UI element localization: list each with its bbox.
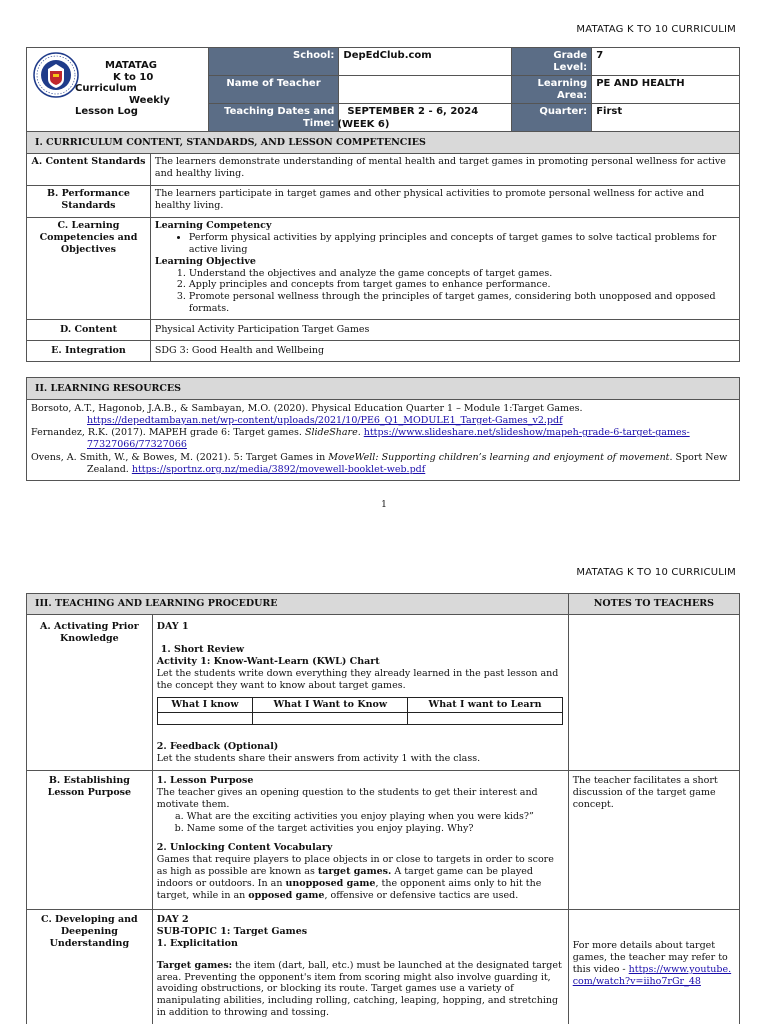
school-label: School: <box>208 48 339 76</box>
reference-text: Fernandez, R.K. (2017). MAPEH grade 6: Target games. <box>31 427 305 439</box>
reference-item <box>31 427 735 451</box>
references-cell <box>27 400 740 481</box>
reference-source: MoveWell: Supporting children’s learning and enjoyment of movement <box>328 451 670 463</box>
dates-value-line: (WEEK 6) <box>337 118 390 130</box>
integration: SDG 3: Good Health and Wellbeing <box>150 341 739 362</box>
area-label-line: Learning <box>537 78 588 89</box>
area-label-line: Area: <box>556 89 588 101</box>
step-text: Let the students share their answers from activity 1 with the class. <box>156 753 481 765</box>
question-item: b. Name some of the target activities you enjoy playing. Why? <box>187 823 564 835</box>
title-line: Curriculum <box>75 83 137 94</box>
subtopic-title: SUB-TOPIC 1: Target Games <box>156 925 308 937</box>
title-line: Lesson Log <box>75 106 138 117</box>
reference-source: SlideShare <box>304 427 358 439</box>
vocabulary-text: Games that require players to place objects in or close to targets in order to score as high as possible are known as target games. A target game can be played indoors or outdoors. In an unopposed game, the opponent aims only to hit the target, while in an opposed game, offensive or defensive tactics are used. <box>156 854 554 901</box>
learning-area-label <box>512 76 592 104</box>
lesson-purpose-cell <box>152 771 568 910</box>
grade-label: Grade Level: <box>512 48 592 76</box>
running-header: MATATAG K TO 10 CURRICULIM <box>576 567 736 578</box>
deped-seal-logo <box>33 52 79 98</box>
objective-item: 1. Understand the objectives and analyze the game concepts of target games. <box>189 268 735 280</box>
video-link[interactable]: https://www.youtube.com/watch?v=iiho7rGr_48 <box>572 963 732 987</box>
title-line: K to 10 <box>113 71 154 83</box>
note-cell: The teacher facilitates a short discussion of the target game concept. <box>568 771 739 910</box>
day-label: DAY 1 <box>156 621 189 632</box>
content-standards: The learners demonstrate understanding of mental health and target games in promoting personal wellness for active and healthy living. <box>150 154 739 186</box>
kwl-header: What I know <box>157 698 252 713</box>
dates-value-line: SEPTEMBER 2 - 6, 2024 <box>347 106 479 117</box>
title-line: MATATAG <box>105 60 157 71</box>
day-label: DAY 2 <box>156 914 189 925</box>
teacher-label: Name of Teacher <box>208 76 339 104</box>
objective-item: 3. Promote personal wellness through the principles of target games, considering both unopposed and opposed formats. <box>189 291 735 315</box>
header-table <box>26 47 740 134</box>
quarter-value: First <box>592 104 740 134</box>
dates-label-line: Time: <box>302 117 335 129</box>
kwl-chart <box>157 697 563 725</box>
row-label: C. Developing and Deepening Understanding <box>27 910 153 1024</box>
grade-value: 7 <box>592 48 740 76</box>
title-block <box>27 48 209 134</box>
reference-text: Borsoto, A.T., Hagonob, J.A.B., & Sambayan, M.O. (2020). Physical Education Quarter 1 – Module 1:Target Games. <box>31 403 583 414</box>
learning-area-value: PE AND HEALTH <box>592 76 740 104</box>
objective-heading: Learning Objective <box>154 255 256 267</box>
activity-title: Activity 1: Know-Want-Learn (KWL) Chart <box>156 655 380 667</box>
row-label: D. Content <box>27 320 151 341</box>
row-label: A. Activating Prior Knowledge <box>27 615 153 771</box>
running-header: MATATAG K TO 10 CURRICULIM <box>576 24 736 35</box>
competency-item: • Perform physical activities by applying principles and concepts of target games to solve tactical problems for active living <box>189 232 735 256</box>
page-number: 1 <box>381 500 387 510</box>
section-procedure <box>26 593 740 1024</box>
reference-link[interactable]: https://www.slideshare.net/slideshow/mapeh-grade-6-target-games-77327066/77327066 <box>87 427 690 451</box>
performance-standards: The learners participate in target games and other physical activities to promote personal wellness for active and healthy living. <box>150 186 739 218</box>
question-item: a. What are the exciting activities you enjoy playing when you were kids?” <box>187 811 564 823</box>
row-label: C. Learning Competencies and Objectives <box>27 218 151 320</box>
reference-item <box>31 452 735 476</box>
row-label: B. Performance Standards <box>27 186 151 218</box>
section-title: II. LEARNING RESOURCES <box>27 378 740 400</box>
activity-instruction: Let the students write down everything they already learned in the past lesson and the concept they want to know about target games. <box>156 667 559 691</box>
kwl-header: What I Want to Know <box>253 698 408 713</box>
section-title: I. CURRICULUM CONTENT, STANDARDS, AND LESSON COMPETENCIES <box>27 132 740 154</box>
section-curriculum <box>26 131 740 362</box>
section-resources <box>26 377 740 481</box>
school-value: DepEdClub.com <box>339 48 512 76</box>
dates-value <box>339 104 512 134</box>
activating-knowledge-cell <box>152 615 568 771</box>
step-title: 2. Feedback (Optional) <box>156 741 279 753</box>
dates-label <box>208 104 339 134</box>
kwl-header: What I want to Learn <box>408 698 562 713</box>
teacher-value <box>339 76 512 104</box>
competencies-cell <box>150 218 739 320</box>
content: Physical Activity Participation Target Games <box>150 320 739 341</box>
kwl-cell <box>157 713 252 725</box>
step-text: The teacher gives an opening question to the students to get their interest and motivate them. <box>156 786 538 810</box>
reference-separator: . <box>357 427 364 439</box>
reference-item <box>31 403 735 427</box>
quarter-label: Quarter: <box>512 104 592 134</box>
dates-label-line: Teaching Dates and <box>224 106 335 117</box>
row-label: A. Content Standards <box>27 154 151 186</box>
note-text: For more details about target games, the teacher may refer to this video - <box>572 940 728 975</box>
note-cell <box>568 910 739 1024</box>
competency-heading: Learning Competency <box>154 220 272 231</box>
kwl-cell <box>408 713 562 725</box>
row-label: E. Integration <box>27 341 151 362</box>
objective-item: 2. Apply principles and concepts from target games to enhance performance. <box>189 279 735 291</box>
note-cell <box>568 615 739 771</box>
reference-link[interactable]: https://depedtambayan.net/wp-content/uploads/2021/10/PE6_Q1_MODULE1_Target-Games_v2.pdf <box>87 415 563 427</box>
section-title: III. TEACHING AND LEARNING PROCEDURE <box>27 594 569 615</box>
developing-understanding-cell <box>152 910 568 1024</box>
step-title: 1. Explicitation <box>156 937 238 949</box>
step-title: 1. Short Review <box>160 643 245 655</box>
row-label: B. Establishing Lesson Purpose <box>27 771 153 910</box>
reference-text: Ovens, A. Smith, W., & Bowes, M. (2021). 5: Target Games in <box>31 451 329 463</box>
step-title: 1. Lesson Purpose <box>156 775 254 786</box>
notes-title: NOTES TO TEACHERS <box>568 594 739 615</box>
title-line: Weekly <box>129 94 170 106</box>
step-title: 2. Unlocking Content Vocabulary <box>156 842 333 854</box>
reference-text: . Sport New Zealand. <box>87 451 728 475</box>
kwl-cell <box>253 713 408 725</box>
target-games-text: Target games: the item (dart, ball, etc.) must be launched at the designated target area. Preventing the opponent's item from scoring might also involve guarding it, avoiding obstructions, or blocking its route. Target games use a variety of manipulating abilities, including rolling, catching, leaping, hopping, and stretching in addition to throwing and tossing. <box>156 959 562 1019</box>
reference-link[interactable]: https://sportnz.org.nz/media/3892/movewell-booklet-web.pdf <box>131 463 426 475</box>
